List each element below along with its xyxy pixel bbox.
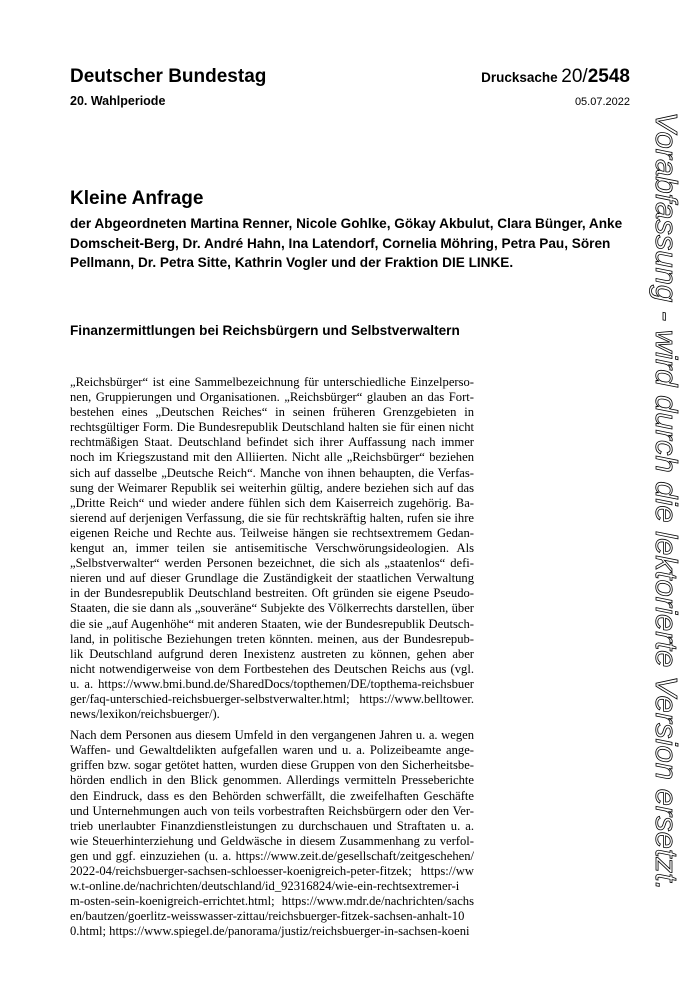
- draft-watermark: Vorabfassung - wird durch die lektorierte Version ersetzt.: [649, 112, 684, 891]
- text-line: den Eindruck, dass es den Behörden schwerfällt, die zweifelhaften Geschäfte: [70, 788, 474, 803]
- text-line: 0.html; https://www.spiegel.de/panorama/justiz/reichsbuerger-in-sachsen-koeni: [70, 924, 470, 939]
- inquiry-subject: Finanzermittlungen bei Reichsbürgern und Selbstverwaltern: [70, 323, 460, 338]
- text-line: m-osten-sein-koenigreich-errichtet.html; https://www.mdr.de/nachrichten/sachs: [70, 894, 474, 909]
- text-line: hörden endlich in den Blick genommen. Allerdings vermitteln Presseberichte: [70, 773, 474, 788]
- text-line: bestehen eines „Deutschen Reiches“ in seinen früheren Grenzgebieten in: [70, 405, 474, 420]
- text-line: in der Bundesrepublik Deutschland bestreiten. Oft gründen sie eigene Pseudo-: [70, 586, 474, 601]
- inquiry-title: Kleine Anfrage: [70, 188, 204, 209]
- text-line: die sie „auf Augenhöhe“ mit anderen Staaten, wie der Bundesrepublik Deutsch-: [70, 616, 474, 631]
- paragraph-2: [70, 728, 474, 939]
- doc-number-value: [561, 66, 630, 87]
- text-line: gen und ggf. einzuziehen (u. a. https://www.zeit.de/gesellschaft/zeitgeschehen/: [70, 848, 474, 863]
- electoral-period: 20. Wahlperiode: [70, 94, 166, 108]
- text-line: u. a. https://www.bmi.bund.de/SharedDocs/topthemen/DE/topthema-reichsbuer: [70, 676, 474, 691]
- text-line: land, in politische Beziehungen treten könnten. meinen, aus der Bundesrepub-: [70, 631, 474, 646]
- text-line: nen, Gruppierungen und Organisationen. „Reichsbürger“ glauben an das Fort-: [70, 390, 474, 405]
- text-line: nicht notwendigerweise von dem Fortbestehen des Deutschen Reichs aus (vgl.: [70, 661, 474, 676]
- text-line: griffen bzw. sogar getötet hatten, wurden diese Gruppen von den Sicherheitsbe-: [70, 758, 474, 773]
- text-line: noch im Kriegszustand mit den Alliierten. Nicht alle „Reichsbürger“ beziehen: [70, 450, 474, 465]
- text-line: Nach dem Personen aus diesem Umfeld in den vergangenen Jahren u. a. wegen: [70, 728, 474, 743]
- text-line: und Unternehmungen auch von teils vorbestraften Reichsbürgern oder den Ver-: [70, 803, 474, 818]
- document-header-right: [481, 66, 630, 108]
- doc-number-prefix: 20/: [561, 66, 588, 87]
- inquiry-header: [70, 188, 635, 273]
- text-line: en/bautzen/goerlitz-weisswasser-zittau/reichsbuerger-fitzek-sachsen-anhalt-10: [70, 909, 465, 924]
- text-line: 2022-04/reichsbuerger-sachsen-schloesser-koenigreich-peter-fitzek; https://ww: [70, 864, 474, 878]
- doc-date: 05.07.2022: [574, 96, 630, 108]
- text-line: rechtmäßigen Staat. Deutschland befindet sich ihrer Auffassung nach immer: [70, 435, 474, 450]
- text-line: Waffen- und Gewaltdelikten aufgefallen waren und u. a. Polizeibeamte ange-: [70, 743, 474, 758]
- text-line: ger/faq-unterschied-reichsbuerger-selbstverwalter.html; https://www.belltower.: [70, 691, 474, 706]
- text-line: nieren und auf dieser Grundlage die Zuständigkeit der staatlichen Verwaltung: [70, 571, 474, 586]
- document-header-left: [70, 66, 266, 108]
- text-line: „Dritte Reich“ und wieder andere fühlen sich dem Kaiserreich zugehörig. Ba-: [70, 495, 474, 510]
- institution-title: Deutscher Bundestag: [70, 66, 267, 87]
- text-line: eigenen Reiche und Rechte aus. Teilweise hängen sie rechtsextremem Gedan-: [70, 525, 474, 540]
- inquiry-authors: der Abgeordneten Martina Renner, Nicole Gohlke, Gökay Akbulut, Clara Bünger, Anke Domscheit-Berg, Dr. André Hahn, Ina Latendorf, Cornelia Möhring, Petra Pau, Sören Pellmann, Dr. Petra Sitte, Kathrin Vogler und der Fraktion DIE LINKE.: [70, 216, 623, 270]
- text-line: kengut an, immer teilen sie antisemitische Verschwörungsideologien. Als: [70, 541, 474, 556]
- doc-number-main: 2548: [587, 66, 630, 87]
- text-line: w.t-online.de/nachrichten/deutschland/id_92316824/wie-ein-rechtsextremer-i: [70, 879, 460, 894]
- text-line: trieb unerlaubter Finanzdienstleistungen zu durchschauen und Straftaten u. a.: [70, 818, 474, 833]
- text-line: wie Steuerhinterziehung und Geldwäsche in diesem Zusammenhang zu verfol-: [70, 833, 474, 848]
- text-line: sich auf dasselbe „Deutsche Reich“. Manche von ihnen behaupten, die Verfas-: [70, 465, 474, 480]
- text-line: Staaten, die sie dann als „souveräne“ Subjekte des Völkerrechts darstellen, über: [70, 601, 474, 616]
- text-line: sung der Weimarer Republik sei weiterhin gültig, andere beziehen sich auf das: [70, 480, 474, 495]
- text-line: lik Deutschland aufgrund deren Inexistenz austreten zu können, gehen aber: [70, 646, 474, 661]
- body-text: [70, 375, 474, 945]
- doc-number: [481, 66, 630, 89]
- text-line: „Reichsbürger“ ist eine Sammelbezeichnung für unterschiedliche Einzelperso-: [70, 375, 474, 389]
- text-line: rechtsgültiger Form. Die Bundesrepublik Deutschland halten sie für einen nicht: [70, 420, 474, 435]
- paragraph-1: [70, 375, 474, 722]
- text-line: news/lexikon/reichsbuerger/).: [70, 707, 220, 722]
- text-line: sierend auf derjenigen Verfassung, die sie für rechtskräftig halten, rufen sie ihre: [70, 510, 474, 525]
- doc-number-label: Drucksache: [481, 70, 558, 85]
- text-line: „Selbstverwalter“ werden Personen bezeichnet, die sich als „staatenlos“ defi-: [70, 556, 474, 571]
